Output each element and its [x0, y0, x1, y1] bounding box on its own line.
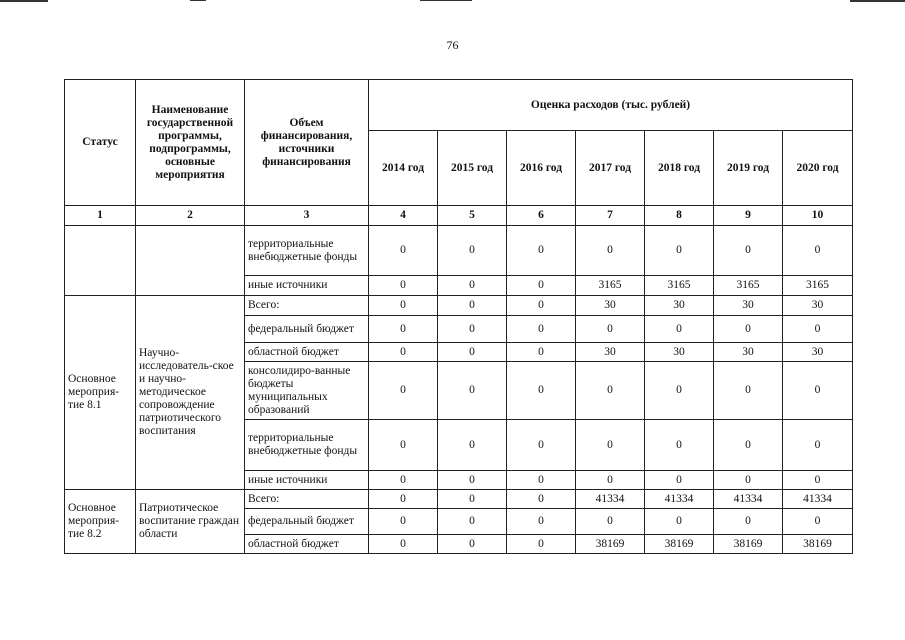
value-cell: 0 — [438, 226, 507, 276]
value-cell: 0 — [438, 296, 507, 316]
value-cell: 0 — [507, 535, 576, 554]
value-cell: 0 — [438, 343, 507, 362]
value-cell: 38169 — [645, 535, 714, 554]
value-cell: 0 — [369, 226, 438, 276]
value-cell: 0 — [507, 490, 576, 509]
value-cell: 38169 — [576, 535, 645, 554]
value-cell: 30 — [783, 296, 853, 316]
header-status: Статус — [65, 80, 136, 206]
value-cell: 0 — [645, 420, 714, 471]
header-year: 2020 год — [783, 131, 853, 206]
value-cell: 30 — [645, 343, 714, 362]
column-index-cell: 9 — [714, 206, 783, 226]
program-name-cell: Патриотическое воспитание граждан области — [136, 490, 245, 554]
value-cell: 0 — [438, 471, 507, 490]
funding-source-cell: иные источники — [245, 471, 369, 490]
value-cell: 0 — [507, 420, 576, 471]
value-cell: 3165 — [783, 276, 853, 296]
value-cell: 0 — [783, 420, 853, 471]
value-cell: 0 — [576, 362, 645, 420]
column-index-cell: 2 — [136, 206, 245, 226]
value-cell: 0 — [507, 509, 576, 535]
header-year: 2019 год — [714, 131, 783, 206]
funding-source-cell: территориальные внебюджетные фонды — [245, 226, 369, 276]
value-cell: 0 — [438, 362, 507, 420]
value-cell: 41334 — [645, 490, 714, 509]
value-cell: 38169 — [783, 535, 853, 554]
value-cell: 0 — [438, 490, 507, 509]
header-program-name: Наименование государственной программы, подпрограммы, основные мероприятия — [136, 80, 245, 206]
value-cell: 30 — [576, 343, 645, 362]
funding-source-cell: Всего: — [245, 296, 369, 316]
header-year: 2018 год — [645, 131, 714, 206]
table-row — [65, 226, 853, 276]
table-body — [65, 206, 853, 554]
scan-edge-mark — [0, 0, 48, 2]
value-cell: 0 — [507, 343, 576, 362]
value-cell: 0 — [438, 509, 507, 535]
program-name-cell — [136, 226, 245, 296]
value-cell: 0 — [714, 420, 783, 471]
header-funding-source: Объем финансирования, источники финансирования — [245, 80, 369, 206]
value-cell: 0 — [783, 509, 853, 535]
header-year: 2014 год — [369, 131, 438, 206]
value-cell: 0 — [714, 226, 783, 276]
funding-source-cell: областной бюджет — [245, 535, 369, 554]
value-cell: 30 — [714, 343, 783, 362]
value-cell: 0 — [783, 362, 853, 420]
value-cell: 0 — [576, 316, 645, 343]
funding-source-cell: территориальные внебюджетные фонды — [245, 420, 369, 471]
funding-source-cell: федеральный бюджет — [245, 509, 369, 535]
value-cell: 0 — [369, 276, 438, 296]
value-cell: 0 — [438, 420, 507, 471]
status-cell: Основное мероприя-тие 8.2 — [65, 490, 136, 554]
value-cell: 3165 — [576, 276, 645, 296]
value-cell: 0 — [438, 535, 507, 554]
column-index-cell: 3 — [245, 206, 369, 226]
value-cell: 0 — [783, 471, 853, 490]
program-name-cell: Научно-исследователь-ское и научно-методическое сопровождение патриотического воспитания — [136, 296, 245, 490]
status-cell: Основное мероприя-тие 8.1 — [65, 296, 136, 490]
value-cell: 0 — [369, 343, 438, 362]
scan-edge-mark — [850, 0, 905, 2]
value-cell: 41334 — [783, 490, 853, 509]
value-cell: 0 — [645, 471, 714, 490]
column-index-cell: 10 — [783, 206, 853, 226]
value-cell: 0 — [714, 471, 783, 490]
value-cell: 3165 — [645, 276, 714, 296]
funding-source-cell: иные источники — [245, 276, 369, 296]
funding-source-cell: Всего: — [245, 490, 369, 509]
budget-table — [64, 79, 853, 554]
value-cell: 0 — [714, 509, 783, 535]
value-cell: 0 — [369, 420, 438, 471]
header-expense-estimate: Оценка расходов (тыс. рублей) — [369, 80, 853, 131]
table-row — [65, 296, 853, 316]
scan-edge-mark — [190, 0, 206, 1]
column-index-cell: 7 — [576, 206, 645, 226]
table-header — [65, 80, 853, 206]
header-year: 2015 год — [438, 131, 507, 206]
scan-edge-mark — [420, 0, 472, 1]
value-cell: 0 — [714, 316, 783, 343]
value-cell: 0 — [369, 471, 438, 490]
value-cell: 0 — [438, 316, 507, 343]
column-index-cell: 1 — [65, 206, 136, 226]
value-cell: 0 — [645, 226, 714, 276]
value-cell: 0 — [507, 316, 576, 343]
page-number: 76 — [446, 38, 459, 52]
value-cell: 0 — [369, 296, 438, 316]
value-cell: 0 — [369, 509, 438, 535]
status-cell — [65, 226, 136, 296]
funding-source-cell: федеральный бюджет — [245, 316, 369, 343]
value-cell: 30 — [576, 296, 645, 316]
column-index-row — [65, 206, 853, 226]
column-index-cell: 4 — [369, 206, 438, 226]
value-cell: 41334 — [576, 490, 645, 509]
value-cell: 0 — [438, 276, 507, 296]
column-index-cell: 6 — [507, 206, 576, 226]
column-index-cell: 8 — [645, 206, 714, 226]
value-cell: 0 — [576, 509, 645, 535]
funding-source-cell: областной бюджет — [245, 343, 369, 362]
value-cell: 0 — [783, 316, 853, 343]
value-cell: 38169 — [714, 535, 783, 554]
value-cell: 0 — [369, 316, 438, 343]
value-cell: 0 — [576, 226, 645, 276]
value-cell: 0 — [783, 226, 853, 276]
value-cell: 0 — [576, 471, 645, 490]
value-cell: 0 — [507, 296, 576, 316]
table-row — [65, 490, 853, 509]
value-cell: 30 — [714, 296, 783, 316]
funding-source-cell: консолидиро-ванные бюджеты муниципальных образований — [245, 362, 369, 420]
value-cell: 0 — [507, 362, 576, 420]
value-cell: 0 — [507, 276, 576, 296]
value-cell: 30 — [645, 296, 714, 316]
value-cell: 0 — [507, 226, 576, 276]
value-cell: 0 — [507, 471, 576, 490]
header-year: 2017 год — [576, 131, 645, 206]
header-year: 2016 год — [507, 131, 576, 206]
value-cell: 0 — [645, 316, 714, 343]
value-cell: 0 — [369, 490, 438, 509]
value-cell: 0 — [645, 362, 714, 420]
value-cell: 0 — [714, 362, 783, 420]
value-cell: 0 — [645, 509, 714, 535]
value-cell: 41334 — [714, 490, 783, 509]
value-cell: 0 — [369, 535, 438, 554]
value-cell: 0 — [369, 362, 438, 420]
value-cell: 3165 — [714, 276, 783, 296]
value-cell: 0 — [576, 420, 645, 471]
value-cell: 30 — [783, 343, 853, 362]
column-index-cell: 5 — [438, 206, 507, 226]
